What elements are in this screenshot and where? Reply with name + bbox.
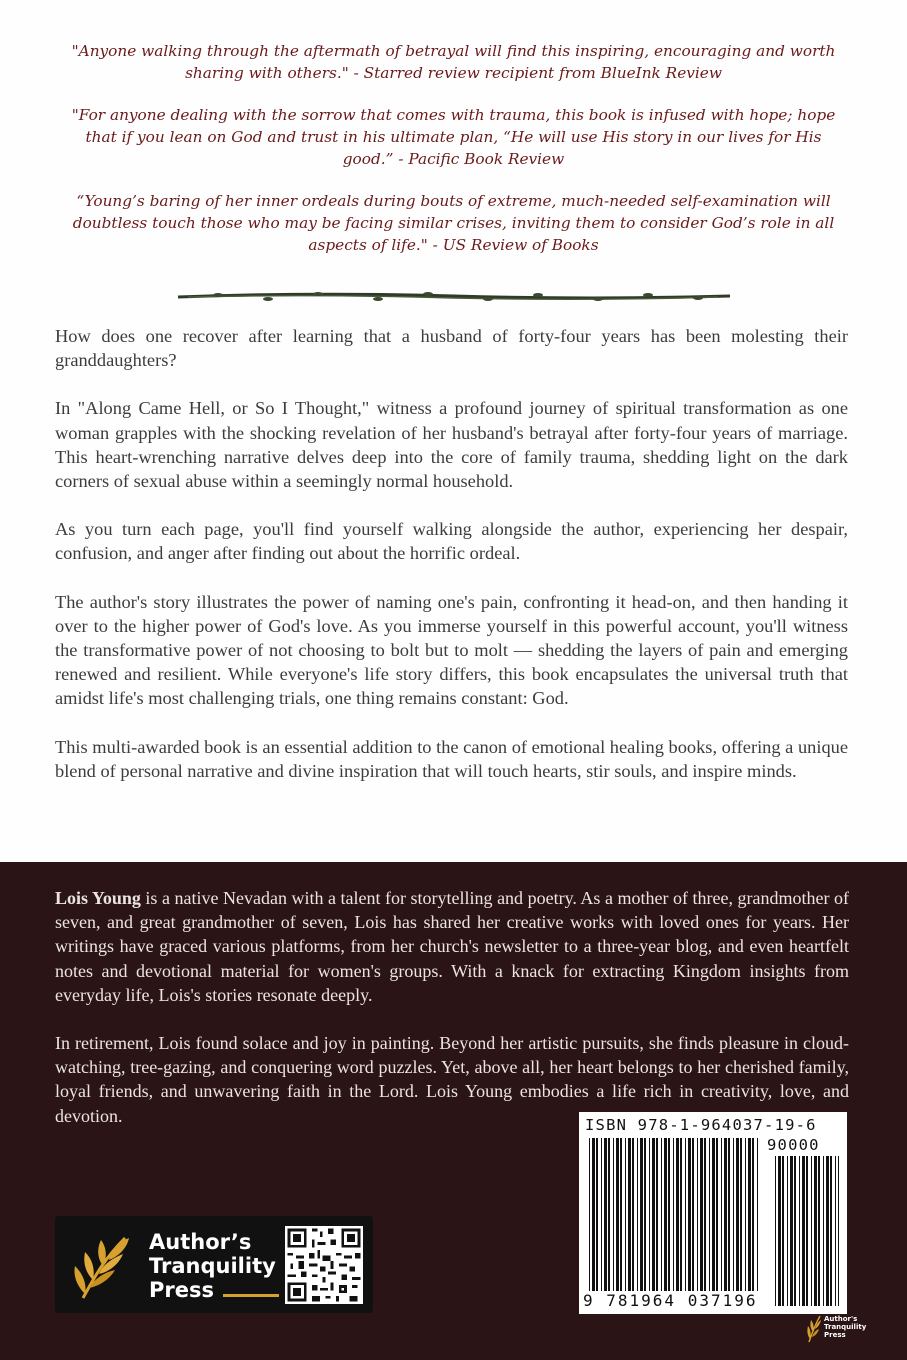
description-paragraph: In "Along Came Hell, or So I Thought," witness a profound journey of spiritual transformation as one woman grapples with the shocking revelation of her husband's betrayal after forty-four years of marriage. This heart-wrenching narrative delves deep into the core of family trauma, shedding light on the dark corners of sexual abuse within a seemingly normal household.: [55, 398, 848, 492]
review-us-review: “Young’s baring of her inner ordeals during bouts of extreme, much-needed self-examination will doubtless touch those who may be facing similar crises, inviting them to consider God’s role in all aspects of life." - US Review of Books: [72, 192, 835, 254]
bio-paragraph: In retirement, Lois found solace and joy in painting. Beyond her artistic pursuits, she finds pleasure in cloud-watching, tree-gazing, and conquering word puzzles. Yet, above all, her heart belongs to her cherished family, loyal friends, and unwavering faith in the Lord. Lois Young embodies a life rich in creativity, love, and devotion.: [55, 1033, 849, 1126]
wheat-logo-icon: [63, 1230, 141, 1302]
isbn-number: ISBN 978-1-964037-19-6: [585, 1116, 817, 1134]
price-addon: 90000: [767, 1136, 820, 1154]
review-pacific: "For anyone dealing with the sorrow that comes with trauma, this book is infused with hope; hope that if you lean on God and trust in his ultimate plan, “He will use His story in our lives for His good.” - Pacific Book Review: [71, 106, 836, 168]
review-blueink: "Anyone walking through the aftermath of betrayal will find this inspiring, encouraging and worth sharing with others." - Starred review recipient from BlueInk Review: [71, 42, 836, 82]
small-publisher-line: Tranquility: [824, 1323, 867, 1331]
description-paragraph: How does one recover after learning that a husband of forty-four years has been molesting their granddaughters?: [55, 326, 848, 371]
publisher-underline: [223, 1294, 279, 1297]
publisher-name-line: Press: [149, 1278, 214, 1302]
small-wheat-logo-icon: [806, 1313, 822, 1343]
qr-code-icon: [285, 1226, 363, 1304]
isbn-barcode: [579, 1112, 847, 1314]
author-name: Lois Young: [55, 888, 141, 908]
addon-barcode-bars-icon: [775, 1156, 839, 1306]
publisher-name-line: Tranquility: [149, 1254, 276, 1278]
book-description: [55, 324, 848, 807]
description-paragraph: The author's story illustrates the power of naming one's pain, confronting it head-on, and then handing it over to the higher power of God's love. As you immerse yourself in this powerful account, you'll witness the transformative power of not choosing to bolt but to molt — shedding the layers of pain and emerging renewed and resilient. While everyone's life story differs, this book encapsulates the universal truth that amidst life's most challenging trials, one thing remains constant: God.: [55, 591, 848, 709]
small-publisher-line: Press: [824, 1331, 846, 1339]
ean-number: 9 781964 037196: [583, 1291, 758, 1310]
reviews-block: [62, 40, 845, 276]
description-paragraph: As you turn each page, you'll find yourself walking alongside the author, experiencing her despair, confusion, and anger after finding out about the horrific ordeal.: [55, 519, 848, 564]
small-publisher-line: Author's: [824, 1315, 858, 1323]
barcode-bars-icon: [589, 1138, 759, 1302]
leaf-divider-icon: [178, 290, 730, 304]
publisher-name: [149, 1230, 289, 1302]
bio-paragraph-text: is a native Nevadan with a talent for storytelling and poetry. As a mother of three, grandmother of seven, and great grandmother of seven, Lois has shared her creative works with loved ones for years. Her writings have graced various platforms, from her church's newsletter to a three-year blog, and even heartfelt notes and devotional material for women's groups. With a knack for extracting Kingdom insights from everyday life, Lois's stories resonate deeply.: [55, 888, 849, 1005]
bio-paragraph: [55, 886, 849, 1007]
description-paragraph: This multi-awarded book is an essential addition to the canon of emotional healing books, offering a unique blend of personal narrative and divine inspiration that will touch hearts, stir souls, and inspire minds.: [55, 736, 848, 781]
publisher-logo-block: [55, 1216, 373, 1313]
publisher-name-line: Author’s: [149, 1230, 252, 1254]
